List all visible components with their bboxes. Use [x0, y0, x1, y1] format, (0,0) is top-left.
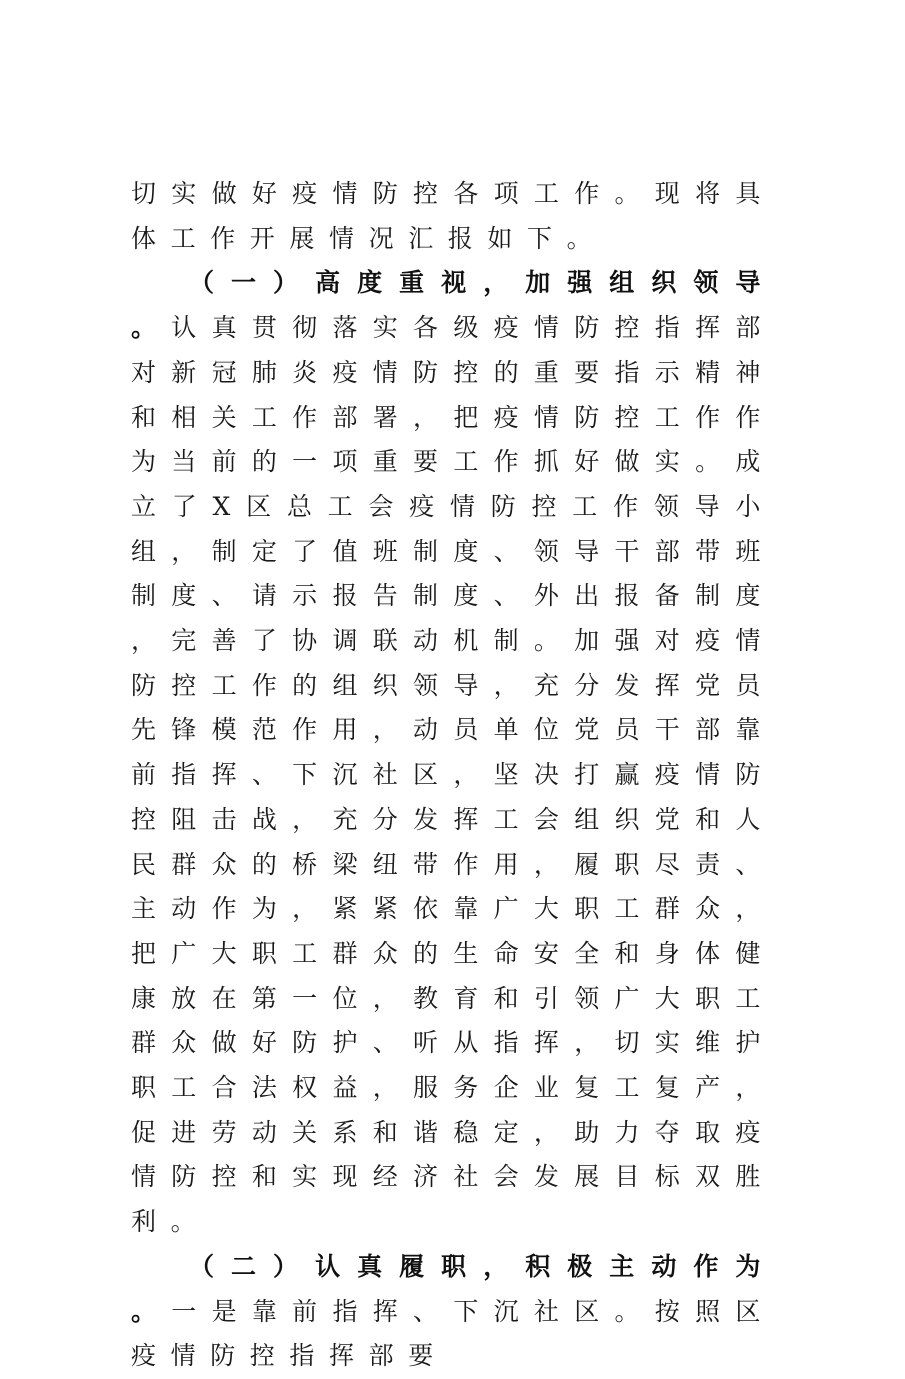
section-heading: （二）认真履职，积极主动作为。	[131, 1251, 775, 1326]
section-heading: （一）高度重视，加强组织领导。	[131, 268, 775, 343]
section-two-paragraph	[131, 1245, 775, 1379]
intro-paragraph	[131, 172, 775, 261]
section-one-paragraph	[131, 261, 775, 1244]
paragraph-text: 认真贯彻落实各级疫情防控指挥部对新冠肺炎疫情防控的重要指示精神和相关工作部署，把疫情防控工作作为当前的一项重要工作抓好做实。成立了X区总工会疫情防控工作领导小组，制定了值班制度、领导干部带班制度、请示报告制度、外出报备制度，完善了协调联动机制。加强对疫情防控工作的组织领导，充分发挥党员先锋模范作用，动员单位党员干部靠前指挥、下沉社区，坚决打赢疫情防控阻击战，充分发挥工会组织党和人民群众的桥梁纽带作用，履职尽责、主动作为，紧紧依靠广大职工群众，把广大职工群众的生命安全和身体健康放在第一位，教育和引领广大职工群众做好防护、听从指挥，切实维护职工合法权益，服务企业复工复产，促进劳动关系和谐稳定，助力夺取疫情防控和实现经济社会发展目标双胜利。	[131, 313, 775, 1237]
paragraph-text: 一是靠前指挥、下沉社区。按照区疫情防控指挥部要	[131, 1296, 775, 1371]
paragraph-text: 切实做好疫情防控各项工作。现将具体工作开展情况汇报如下。	[131, 179, 775, 253]
document-body	[131, 172, 775, 1379]
